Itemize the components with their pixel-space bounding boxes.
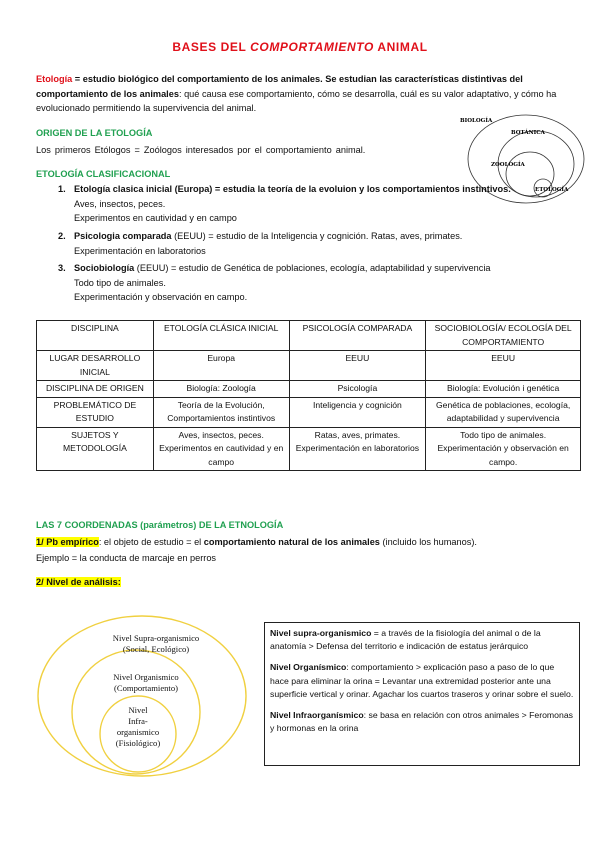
term-etologia: Etología: [36, 74, 73, 84]
table-cell: Teoría de la Evolución, Comportamientos instintivos: [153, 397, 289, 427]
comparison-table: [36, 320, 581, 471]
table-cell: EEUU: [426, 351, 581, 381]
table-header-cell: DISCIPLINA: [37, 321, 154, 351]
coord-p1: 1/ Pb empírico: el objeto de estudio = el comportamiento natural de los animales (incluido los humanos).: [36, 537, 477, 547]
clasif-item-1: 1. Etología clasica inicial (Europa) = estudia la teoría de la evoluion y los comportamientos instintivos. Aves, insectos, peces. Experimentos en cautividad y en campo: [58, 184, 511, 223]
table-cell: LUGAR DESARROLLO INICIAL: [37, 351, 154, 381]
level-supra-label: Nivel Supra-organismico (Social, Ecológico): [112, 633, 200, 654]
coord-example: Ejemplo = la conducta de marcaje en perros: [36, 553, 217, 563]
clasif-item-2: 2. Psicologia comparada (EEUU) = estudio de la Inteligencia y cognición. Ratas, aves, primates. Experimentación en laboratorios: [58, 231, 463, 256]
venn-label-etologia: ETOLOGÍA: [535, 187, 569, 193]
page-title: BASES DEL COMPORTAMIENTO ANIMAL: [172, 40, 428, 54]
table-cell: Todo tipo de animales. Experimentación y observación en campo.: [426, 427, 581, 471]
venn-label-zoologia: ZOOLOGÍA: [491, 162, 525, 168]
table-header-row: [37, 321, 581, 351]
table-cell: Psicología: [289, 381, 426, 398]
table-cell: PROBLEMÁTICO DE ESTUDIO: [37, 397, 154, 427]
table-cell: Europa: [153, 351, 289, 381]
venn-label-biologia: BIOLOGÍA: [460, 118, 493, 124]
table-header-cell: SOCIOBIOLOGÍA/ ECOLOGÍA DEL COMPORTAMIENTO: [426, 321, 581, 351]
table-cell: EEUU: [289, 351, 426, 381]
clasif-heading: ETOLOGÍA CLASIFICACIONAL: [36, 169, 171, 179]
origen-text: Los primeros Etólogos = Zoólogos interesados por el comportamiento animal.: [36, 145, 366, 155]
table-row: [37, 397, 581, 427]
origen-heading: ORIGEN DE LA ETOLOGÍA: [36, 128, 153, 138]
table-cell: Ratas, aves, primates. Experimentación en laboratorios: [289, 427, 426, 471]
table-header-cell: PSICOLOGÍA COMPARADA: [289, 321, 426, 351]
box-supra: Nivel supra-organismico = a través de la fisiología del animal o de la anatomía > Defensa del territorio e indicación de estatus jerárquico: [270, 628, 541, 652]
box-infra: Nivel Infraorganísmico: se basa en relación con otros animales > Feromonas y hormonas en la orina: [270, 710, 574, 734]
coord-p2: 2/ Nivel de análisis:: [36, 577, 121, 587]
levels-explanation-box: [264, 622, 580, 766]
level-org-label: Nivel Organismico (Comportamiento): [113, 672, 179, 693]
table-cell: DISCIPLINA DE ORIGEN: [37, 381, 154, 398]
table-cell: SUJETOS Y METODOLOGÍA: [37, 427, 154, 471]
level-infra-label: Nivel Infra- organismico (Fisiológico): [115, 705, 161, 748]
venn-label-botanica: BOTÁNICA: [511, 130, 545, 136]
table-cell: Inteligencia y cognición: [289, 397, 426, 427]
table-cell: Genética de poblaciones, ecología, adaptabilidad y supervivencia: [426, 397, 581, 427]
clasif-item-3: 3. Sociobiología (EEUU) = estudio de Genética de poblaciones, ecología, adaptabilidad y supervivencia Todo tipo de animales. Experimentación y observación en campo.: [58, 263, 491, 302]
table-cell: Biología: Zoología: [153, 381, 289, 398]
table-row: [37, 351, 581, 381]
coord-heading: LAS 7 COORDENADAS (parámetros) DE LA ETNOLOGÍA: [36, 520, 284, 530]
box-org: Nivel Organísmico: comportamiento > explicación paso a paso de lo que hace para eliminar la orina = Levantar una extremidad posterior ante una superficie vertical y orinar. Agachar los cuartos traseros y orinar sobre el suelo.: [270, 662, 574, 699]
table-cell: Biología: Evolución i genética: [426, 381, 581, 398]
table-row: [37, 427, 581, 471]
table-row: [37, 381, 581, 398]
table-cell: Aves, insectos, peces. Experimentos en cautividad y en campo: [153, 427, 289, 471]
intro-paragraph: Etología = estudio biológico del comportamiento de los animales. Se estudian las características distintivas del comportamiento de los animales: qué causa ese comportamiento, cómo se desarrolla, cuál es su valor adaptativo, y cómo ha evolucionado permitiendo la supervivencia del animal.: [36, 74, 557, 113]
table-header-cell: ETOLOGÍA CLÁSICA INICIAL: [153, 321, 289, 351]
